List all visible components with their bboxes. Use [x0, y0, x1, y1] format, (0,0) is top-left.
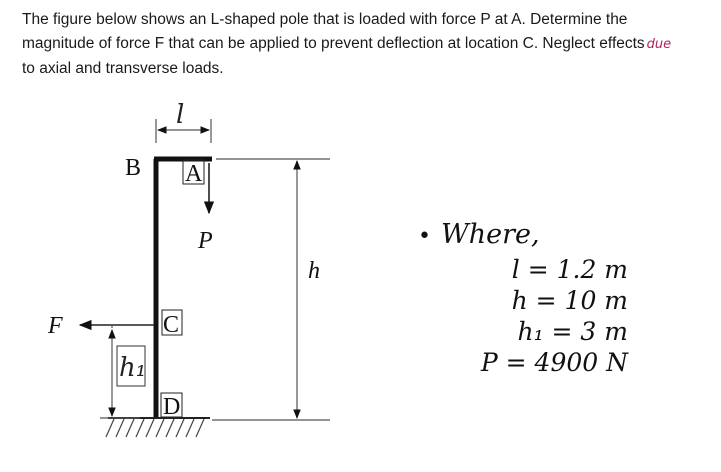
given-p-text: P = 4900 N [480, 348, 628, 377]
ground-hatch [106, 418, 210, 437]
given-h-text: h = 10 m [511, 286, 628, 315]
problem-line-3: to axial and transverse loads. [22, 60, 224, 77]
pole-structure [154, 159, 212, 418]
label-f: F [48, 313, 63, 339]
given-value-h1 [418, 316, 688, 347]
given-h1-text: h₁ = 3 m [517, 317, 628, 346]
label-h: h [308, 258, 320, 284]
label-b: B [125, 155, 142, 181]
handwritten-note: due [646, 37, 672, 52]
label-l: l [176, 100, 185, 130]
given-value-p [418, 347, 688, 378]
label-h1: h₁ [119, 353, 147, 383]
label-p: P [198, 228, 213, 254]
label-a: A [185, 161, 203, 187]
given-heading-row [418, 218, 688, 254]
problem-line-2-text: magnitude of force F that can be applied to prevent deflection at location C. Neglect effects [22, 35, 645, 52]
dimension-h [212, 159, 330, 420]
label-d: D [163, 394, 181, 420]
given-l-text: l = 1.2 m [511, 255, 628, 284]
given-heading: Where, [440, 219, 540, 250]
given-value-l [418, 254, 688, 285]
label-c: C [163, 312, 180, 338]
given-values [418, 218, 688, 378]
bullet: • [418, 224, 431, 249]
given-value-h [418, 285, 688, 316]
problem-line-1: The figure below shows an L-shaped pole that is loaded with force P at A. Determine the [22, 11, 628, 28]
